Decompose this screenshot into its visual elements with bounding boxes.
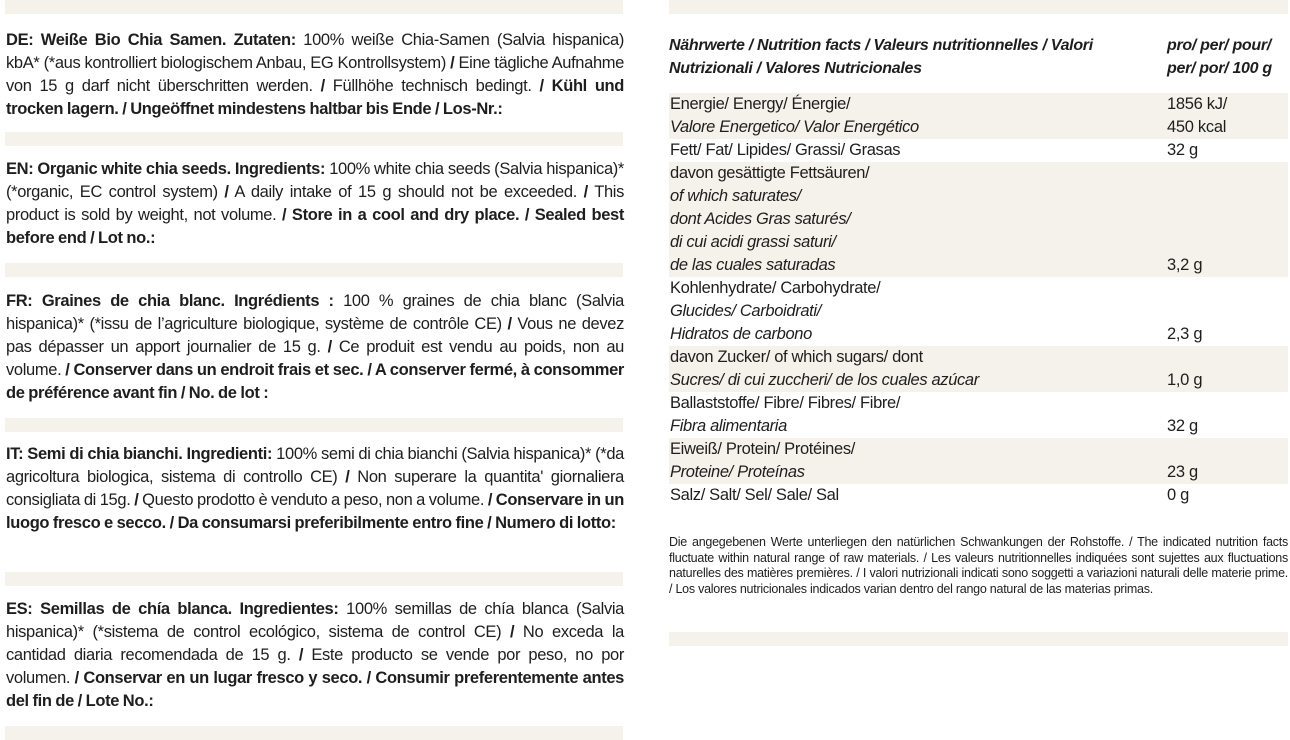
nutrient-label: davon Zucker/ of which sugars/ dont <box>670 348 923 366</box>
ingredients-text: Questo prodotto è venduto a peso, non a volume. <box>138 491 488 509</box>
nutrient-value: 450 kcal <box>1167 118 1227 136</box>
nutrition-row-saturates <box>669 162 1288 277</box>
nutrition-row-salt <box>669 484 1288 507</box>
nutrition-row-fibre <box>669 392 1288 438</box>
ingredients-text: Ce produit est vendu au poids, non au volume. <box>6 338 624 379</box>
nutrient-label: Eiweiß/ Protein/ Protéines/ <box>670 440 855 458</box>
ingredients-bold: / <box>134 491 139 509</box>
nutrition-disclaimer: Die angegebenen Werte unterliegen den natürlichen Schwankungen der Rohstoffe. / The indicated nutrition facts fluctuate within natural range of raw materials. / Les valeurs nutritionnelles indiquées sont sujettes aux fluctuations naturelles des matières premières. / I valori nutrizionali indicati sono soggetti a variazioni naturali delle materie prime. / Los valores nutricionales indicados varian dentro del rango natural de las materias primas. <box>669 535 1288 596</box>
separator-band <box>5 0 623 14</box>
ingredients-bold: / <box>320 77 325 95</box>
nutrient-label: Valore Energetico/ Valor Energético <box>670 118 919 136</box>
ingredients-heading: FR: Graines de chia blanc. Ingrédients : <box>6 292 334 310</box>
ingredients-text: 100% semillas de chía blanca (Salvia hispanica)* (*sistema de control ecológico, sistema de control CE) <box>6 600 624 641</box>
ingredients-bold: / <box>507 315 512 333</box>
ingredients-text: 100% white chia seeds (Salvia hispanica)* (*organic, EC control system) <box>6 160 624 201</box>
ingredients-bold: / <box>224 183 229 201</box>
nutrition-row-carbohydrate <box>669 277 1288 346</box>
nutrient-value: 1856 kJ/ <box>1167 95 1227 113</box>
ingredients-bold: / Store in a cool and dry place. / Sealed best before end / Lot no.: <box>6 206 624 247</box>
nutrient-value: 32 g <box>1167 141 1198 159</box>
ingredients-heading: EN: Organic white chia seeds. Ingredients: <box>6 160 326 178</box>
nutrition-table <box>669 93 1288 507</box>
ingredients-bold: / <box>450 54 455 72</box>
nutrition-row-fat <box>669 139 1288 162</box>
ingredients-text: 100% semi di chia bianchi (Salvia hispanica)* (*da agricoltura biologica, sistema di controllo CE) <box>6 445 624 486</box>
nutrient-label: Hidratos de carbono <box>670 325 812 343</box>
nutrition-row-energy <box>669 93 1288 139</box>
nutrient-label: Fibra alimentaria <box>670 417 787 435</box>
nutrient-value: 1,0 g <box>1167 371 1203 389</box>
ingredients-heading: DE: Weiße Bio Chia Samen. Zutaten: <box>6 31 296 49</box>
ingredients-bold: / <box>583 183 588 201</box>
nutrient-label: di cui acidi grassi saturi/ <box>670 233 836 251</box>
ingredients-heading: ES: Semillas de chía blanca. Ingredientes: <box>6 600 339 618</box>
nutrient-value: 23 g <box>1167 463 1198 481</box>
separator-band <box>669 632 1288 646</box>
nutrient-label: davon gesättigte Fettsäuren/ <box>670 164 870 182</box>
ingredients-bold: / <box>509 623 515 641</box>
ingredients-bold: / <box>298 646 304 664</box>
nutrient-label: Energie/ Energy/ Énergie/ <box>670 95 851 113</box>
ingredients-es <box>6 598 624 713</box>
nutrient-label: Glucides/ Carboidrati/ <box>670 302 821 320</box>
nutrient-label: Fett/ Fat/ Lipides/ Grassi/ Grasas <box>670 141 901 159</box>
nutrient-label: de las cuales saturadas <box>670 256 836 274</box>
nutrient-label: Salz/ Salt/ Sel/ Sale/ Sal <box>670 486 839 504</box>
nutrient-label: Kohlenhydrate/ Carbohydrate/ <box>670 279 881 297</box>
nutrient-value: 32 g <box>1167 417 1198 435</box>
nutrition-header-label: Nährwerte / Nutrition facts / Valeurs nutritionnelles / Valori Nutrizionali / Valores Nutricionales <box>669 37 1093 77</box>
ingredients-en <box>6 158 624 250</box>
ingredients-text: Füllhöhe technisch bedingt. <box>324 77 540 95</box>
nutrition-header-unit: pro/ per/ pour/ per/ por/ 100 g <box>1167 37 1272 77</box>
nutrient-value: 2,3 g <box>1167 325 1203 343</box>
ingredients-text: No exceda la cantidad diaria recomendada de 15 g. <box>6 623 624 664</box>
ingredients-bold: / Conserver dans un endroit frais et sec. / A conserver fermé, à consommer de préférence avant fin / No. de lot : <box>6 361 625 402</box>
ingredients-bold: / <box>327 338 332 356</box>
nutrient-label: of which saturates/ <box>670 187 801 205</box>
nutrient-label: Proteine/ Proteínas <box>670 463 805 481</box>
ingredients-text: Non superare la quantita' giornaliera consigliata di 15g. <box>6 468 624 509</box>
nutrient-label: Ballaststoffe/ Fibre/ Fibres/ Fibre/ <box>670 394 901 412</box>
ingredients-text: This product is sold by weight, not volume. <box>6 183 625 224</box>
nutrition-row-protein <box>669 438 1288 484</box>
ingredients-text: Vous ne devez pas dépasser un apport journalier de 15 g. <box>6 315 624 356</box>
separator-band <box>5 263 623 277</box>
ingredients-bold: / Conservar en un lugar fresco y seco. / Consumir preferentemente antes del fin de / Lote No.: <box>6 669 624 710</box>
ingredients-text: 100% weiße Chia-Samen (Salvia hispanica) kbA* (*aus kontrolliert biologischem Anbau, EG Kontrollsystem) <box>6 31 624 72</box>
ingredients-de <box>6 29 624 121</box>
ingredients-text: A daily intake of 15 g should not be exceeded. <box>228 183 584 201</box>
ingredients-bold: / Kühl und trocken lagern. / Ungeöffnet mindestens haltbar bis Ende / Los-Nr.: <box>6 77 625 118</box>
nutrient-value: 3,2 g <box>1167 256 1203 274</box>
separator-band <box>5 726 623 740</box>
ingredients-fr <box>6 290 624 405</box>
nutrient-label: dont Acides Gras saturés/ <box>670 210 851 228</box>
separator-band <box>5 132 623 146</box>
ingredients-text: Este producto se vende por peso, no por volumen. <box>6 646 624 687</box>
ingredients-bold: / Conservare in un luogo fresco e secco. / Da consumarsi preferibilmente entro fine / Numero di lotto: <box>6 491 624 532</box>
ingredients-bold: / <box>345 468 350 486</box>
ingredients-text: 100 % graines de chia blanc (Salvia hispanica)* (*issu de l’agriculture biologique, système de contrôle CE) <box>6 292 624 333</box>
separator-band <box>5 418 623 432</box>
separator-band <box>669 0 1288 14</box>
nutrient-value: 0 g <box>1167 486 1190 504</box>
nutrient-label: Sucres/ di cui zuccheri/ de los cuales azúcar <box>670 371 979 389</box>
separator-band <box>5 572 623 586</box>
nutrition-row-sugars <box>669 346 1288 392</box>
ingredients-heading: IT: Semi di chia bianchi. Ingredienti: <box>6 445 273 463</box>
ingredients-text: Eine tägliche Aufnahme von 15 g darf nicht überschritten werden. <box>6 54 624 95</box>
ingredients-it <box>6 443 624 535</box>
